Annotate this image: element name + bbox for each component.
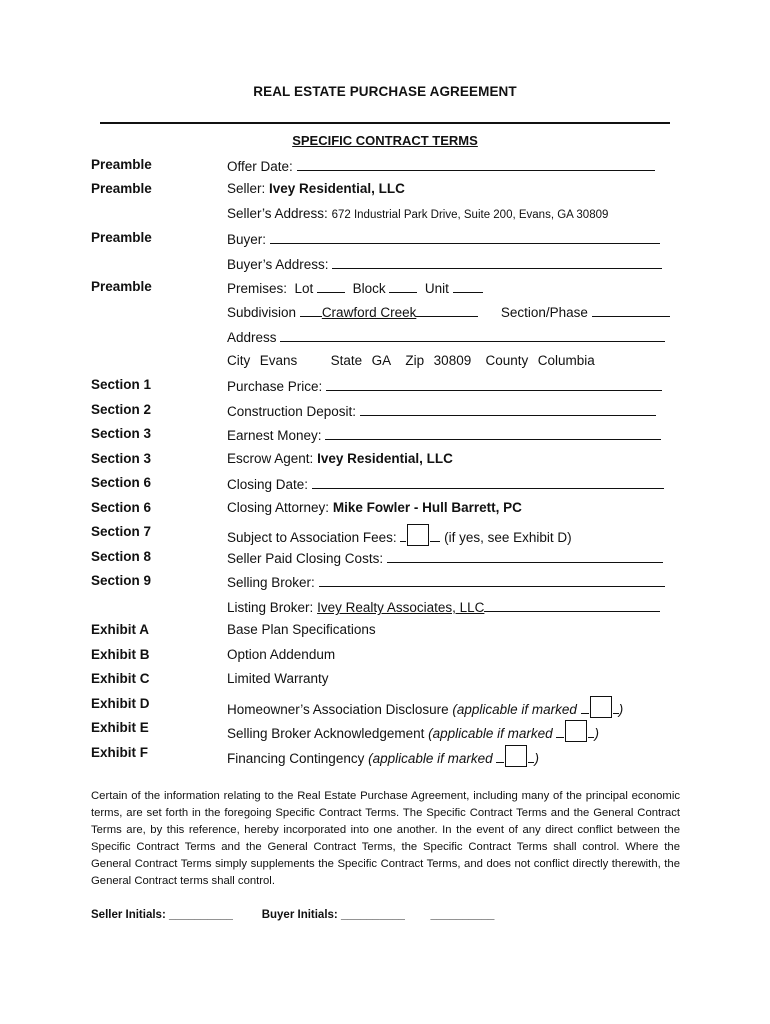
field-label: Seller’s Address: [227,206,328,221]
buyer-address-field[interactable] [332,255,662,269]
row-purchase-price [0,377,770,399]
row-label: Section 6 [91,475,152,490]
field-label: Offer Date: [227,159,293,174]
row-label: Section 1 [91,377,152,392]
initials-line [91,909,494,921]
buyer-field[interactable] [270,230,660,244]
row-closing-date [0,475,770,497]
exhibit-e-text: Selling Broker Acknowledgement [227,726,425,741]
row-construction-deposit [0,402,770,424]
association-fees-checkbox[interactable] [407,524,429,546]
exhibit-f-note: (applicable if marked [368,751,493,766]
county-label: County [485,353,529,368]
state-label: State [330,353,363,368]
row-exhibit-a [0,622,770,644]
zip-label: Zip [405,353,425,368]
field-label: Address [227,330,277,345]
purchase-price-field[interactable] [326,377,662,391]
row-label: Preamble [91,157,152,172]
row-seller-paid-closing-costs [0,549,770,571]
city-value: Evans [259,353,298,368]
field-label: Listing Broker: [227,600,314,615]
unit-field[interactable] [453,279,483,293]
row-label: Section 7 [91,524,152,539]
state-value: GA [371,353,392,368]
row-buyer [0,230,770,252]
row-label: Exhibit D [91,696,150,711]
title-divider [100,122,670,124]
section-heading [0,133,770,148]
block-field[interactable] [389,279,417,293]
exhibit-e-checkbox[interactable] [565,720,587,742]
row-label: Exhibit C [91,671,150,686]
seller-initials[interactable]: Seller Initials: __________ [91,909,233,921]
field-label: Earnest Money: [227,428,322,443]
exhibit-b-text: Option Addendum [227,647,336,662]
field-label: Subdivision [227,305,297,320]
row-label: Section 6 [91,500,152,515]
address-field[interactable] [280,328,665,342]
section-heading-text: SPECIFIC CONTRACT TERMS [292,133,478,148]
incorporation-paragraph: Certain of the information relating to the Real Estate Purchase Agreement, including many of the principal economic terms, are set forth in the foregoing Specific Contract Terms. The Specific Contract Terms and the General Contract Terms are, by this reference, hereby incorporated into one another. In the event of any direct conflict between the Specific Contract Terms and the General Contract Terms, the Specific Contract Terms shall control. Where the General Contract Terms simply supplements the Specific Contract Terms, and does not conflict directly therewith, the General Contract terms shall control. [91,790,680,887]
row-closing-attorney [0,500,770,522]
seller-value: Ivey Residential, LLC [269,181,405,196]
row-offer-date [0,157,770,179]
field-label: Purchase Price: [227,379,323,394]
row-label: Section 3 [91,451,152,466]
escrow-agent-value: Ivey Residential, LLC [317,451,453,466]
row-seller [0,181,770,203]
row-label: Section 2 [91,402,152,417]
document-title: REAL ESTATE PURCHASE AGREEMENT [253,84,517,99]
field-label: Escrow Agent: [227,451,314,466]
row-label: Exhibit B [91,647,150,662]
field-label: Buyer: [227,232,267,247]
row-label: Preamble [91,230,152,245]
lot-field[interactable] [317,279,345,293]
exhibit-f-text: Financing Contingency [227,751,365,766]
block-label: Block [352,281,386,296]
exhibit-f-checkbox[interactable] [505,745,527,767]
exhibit-a-text: Base Plan Specifications [227,622,376,637]
row-listing-broker [0,598,770,620]
field-label: Closing Attorney: [227,500,330,515]
field-label: Seller: [227,181,266,196]
exhibit-c-text: Limited Warranty [227,671,329,686]
row-association-fees [0,524,770,546]
row-buyer-address [0,255,770,277]
section-phase-field[interactable] [592,303,670,317]
exhibit-e-note: (applicable if marked [428,726,553,741]
row-exhibit-d: Exhibit D Homeowner’s Association Disclosure (applicable if marked ) [91,696,624,717]
row-label: Section 3 [91,426,152,441]
offer-date-field[interactable] [297,157,655,171]
row-exhibit-e: Exhibit E Selling Broker Acknowledgement (applicable if marked ) [91,720,599,741]
field-label: Construction Deposit: [227,404,357,419]
field-label: Buyer’s Address: [227,257,329,272]
seller-paid-closing-costs-field[interactable] [387,549,663,563]
exhibit-d-text: Homeowner’s Association Disclosure [227,702,449,717]
field-label: Closing Date: [227,477,309,492]
row-premises [0,279,770,301]
field-label: Selling Broker: [227,575,315,590]
row-label: Exhibit F [91,745,148,760]
exhibit-d-note: (applicable if marked [452,702,577,717]
row-label: Preamble [91,181,152,196]
row-label: Exhibit A [91,622,150,637]
field-label: Subject to Association Fees: [227,530,397,545]
row-label: Section 8 [91,549,152,564]
listing-broker-value: Ivey Realty Associates, LLC [317,600,485,615]
row-earnest-money [0,426,770,448]
row-city [0,353,770,375]
closing-attorney-value: Mike Fowler - Hull Barrett, PC [332,500,522,515]
section-phase-label: Section/Phase [500,305,588,320]
field-label: Premises: [227,281,288,296]
unit-label: Unit [424,281,449,296]
construction-deposit-field[interactable] [360,402,656,416]
field-label: Seller Paid Closing Costs: [227,551,384,566]
subdivision-value: Crawford Creek [321,305,417,320]
selling-broker-field[interactable] [319,573,665,587]
buyer-initials[interactable]: Buyer Initials: __________ [261,909,405,921]
city-label: City [227,353,251,368]
second-buyer-initials[interactable]: __________ [430,909,495,921]
exhibit-d-checkbox[interactable] [590,696,612,718]
row-label: Preamble [91,279,152,294]
row-seller-address [0,206,770,228]
row-label: Exhibit E [91,720,149,735]
row-label: Section 9 [91,573,152,588]
row-exhibit-c [0,671,770,693]
lot-label: Lot [294,281,314,296]
row-address [0,328,770,350]
row-exhibit-b [0,647,770,669]
row-escrow-agent [0,451,770,473]
zip-value: 30809 [433,353,472,368]
seller-address-value: 672 Industrial Park Drive, Suite 200, Evans, GA 30809 [331,209,609,221]
row-selling-broker [0,573,770,595]
row-subdivision [0,303,770,325]
row-exhibit-f: Exhibit F Financing Contingency (applicable if marked ) [91,745,539,766]
earnest-money-field[interactable] [325,426,661,440]
association-fees-note: (if yes, see Exhibit D) [444,530,572,545]
county-value: Columbia [537,353,595,368]
closing-date-field[interactable] [312,475,664,489]
